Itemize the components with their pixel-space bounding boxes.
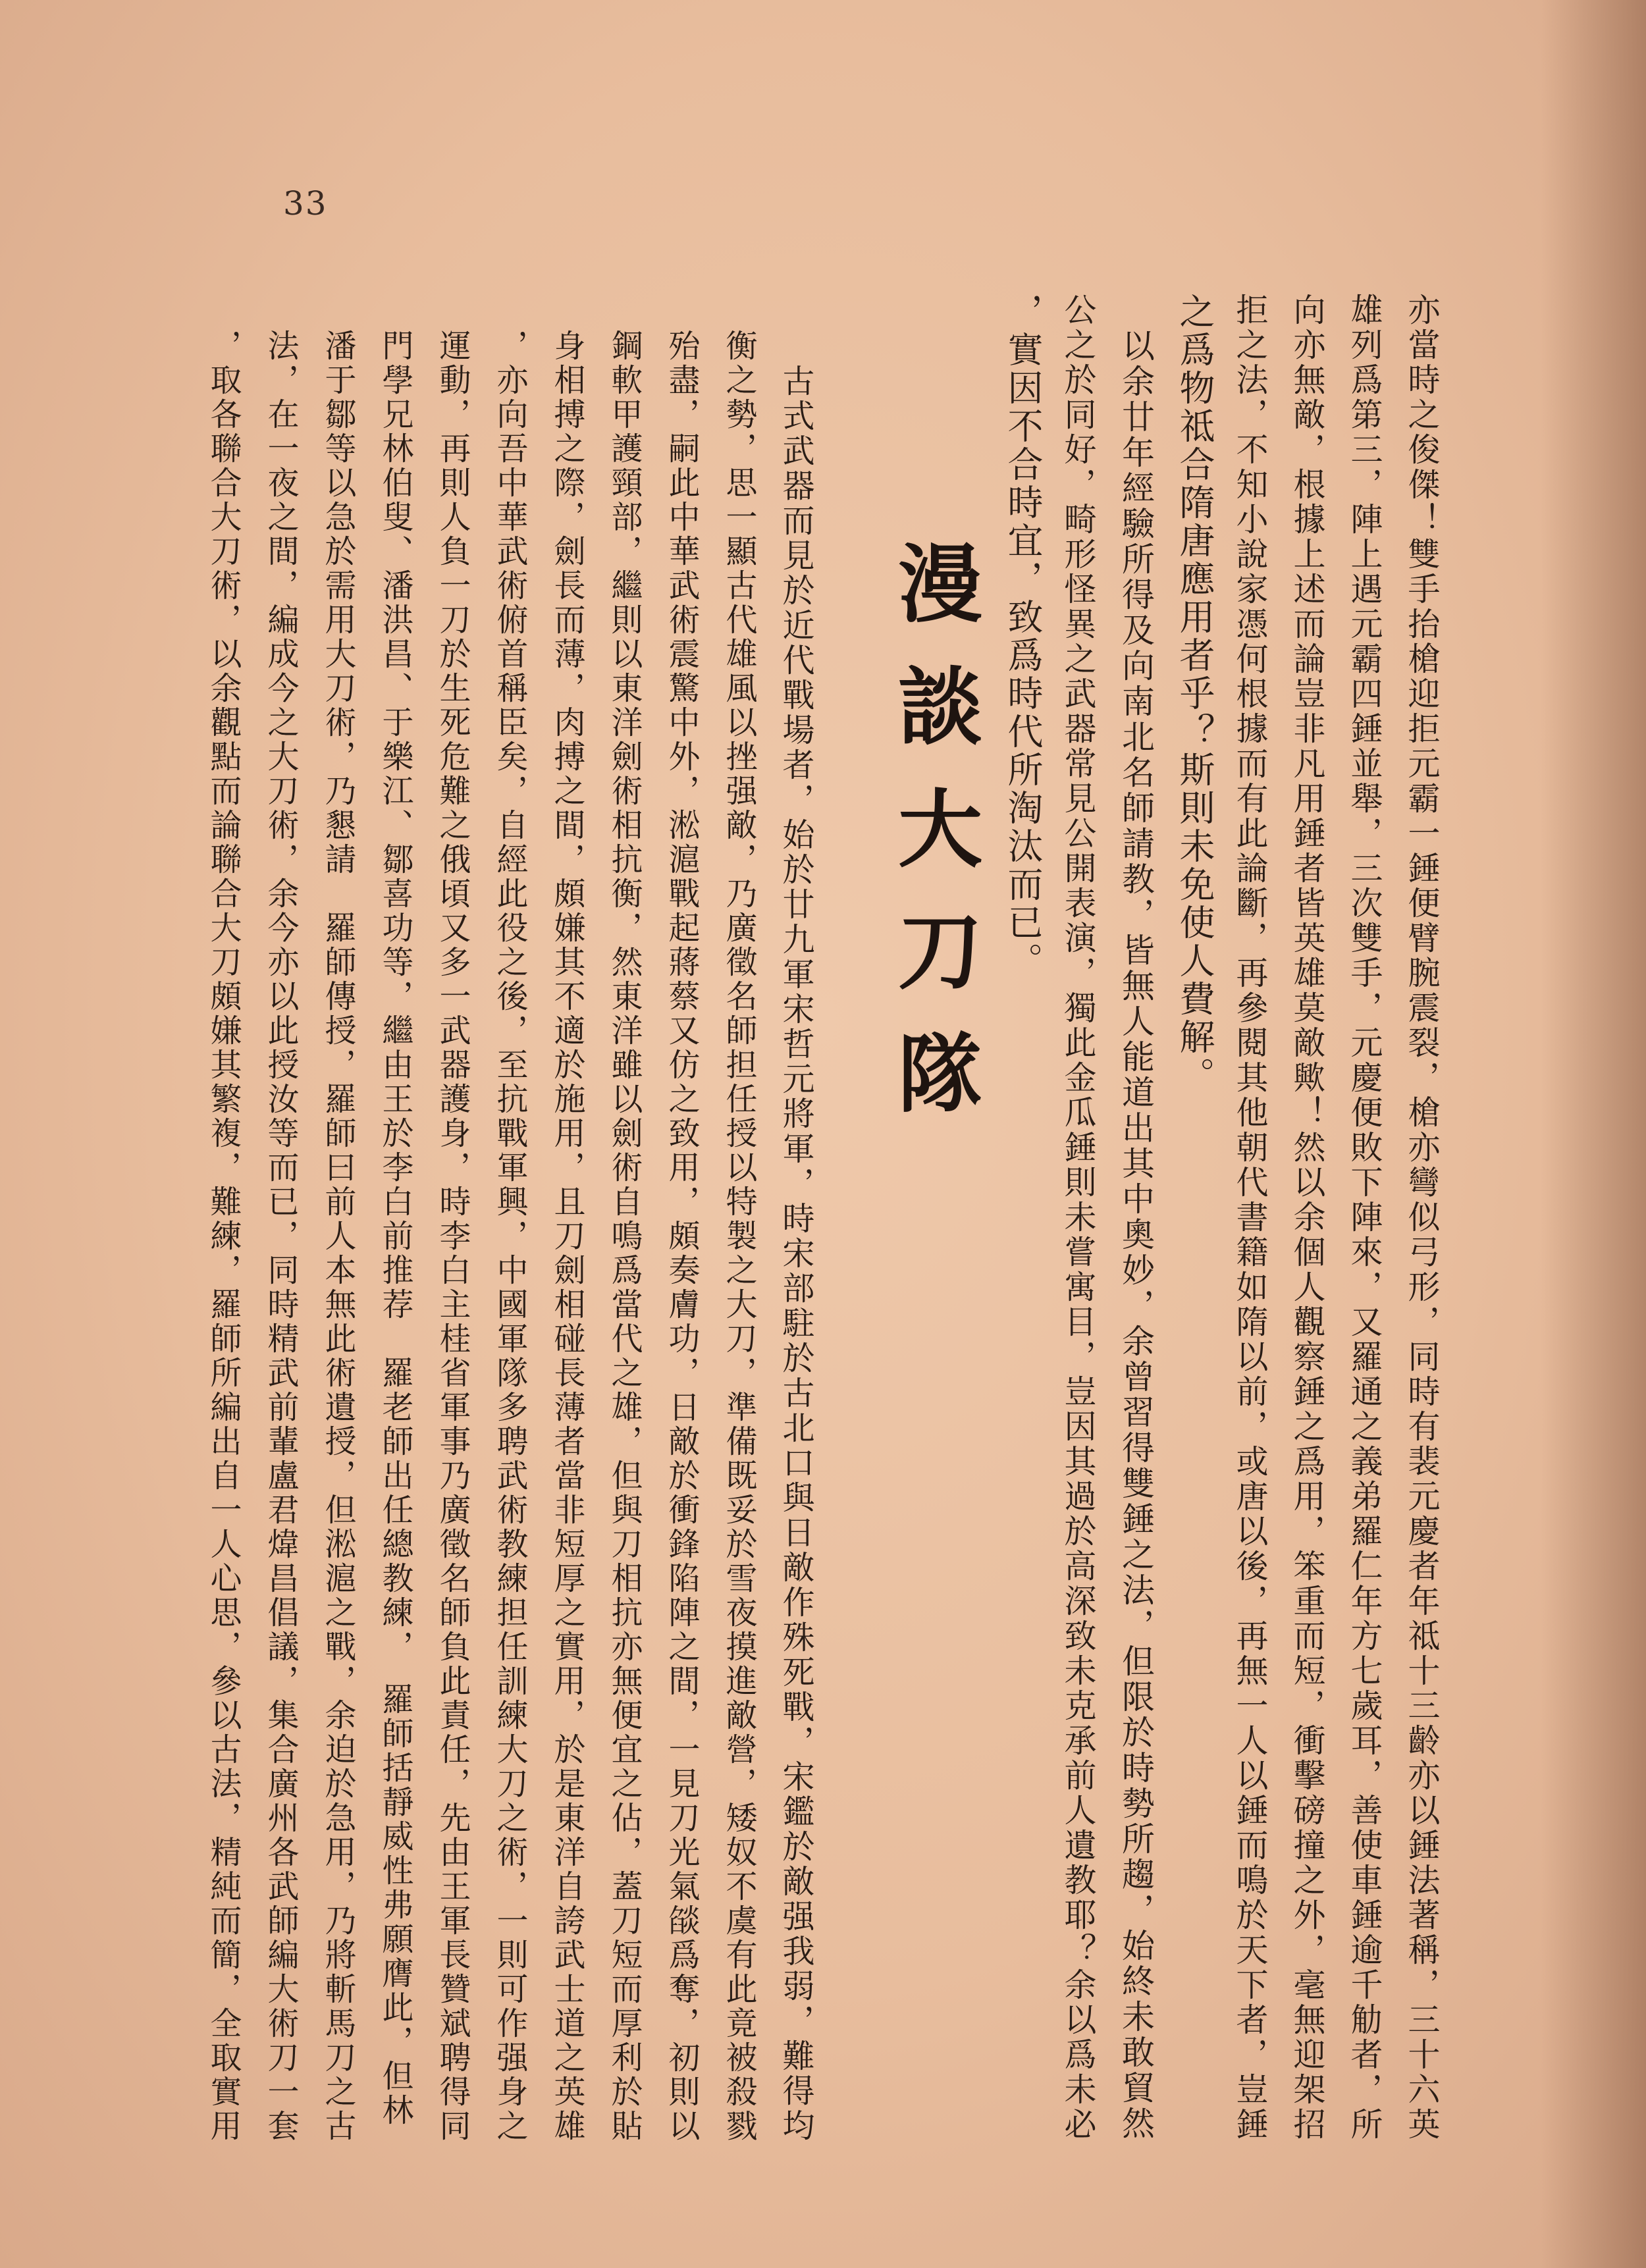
article-text-column: 潘于鄒等以急於需用大刀術，乃懇請 羅師傳授，羅師曰前人本無此術遺授，但淞滬之戰，余迫於急用，乃將斬馬刀之古 <box>319 329 356 2144</box>
preceding-text-column: 之爲物祗合隋唐應用者乎？斯則未免使人費解。 <box>1174 293 1215 1095</box>
preceding-text-column: 向亦無敵，根據上述而論豈非凡用錘者皆英雄莫敵歟！然以余個人觀察錘之爲用，笨重而短，衝擊磅撞之外，毫無迎架招 <box>1288 293 1326 2142</box>
page-number: 33 <box>283 184 328 223</box>
article-text-column: 鋼軟甲護頸部，繼則以東洋劍術相抗衡，然東洋雖以劍術自鳴爲當代之雄，但與刀相抗亦無便宜之佔，蓋刀短而厚利於貼 <box>606 329 643 2144</box>
preceding-text-column: 亦當時之俊傑！雙手抬槍迎拒元霸一錘便臂腕震裂，槍亦彎似弓形，同時有裴元慶者年祗十三齡亦以錘法著稱，三十六英 <box>1403 293 1441 2142</box>
article-text-column: ，亦向吾中華武術俯首稱臣矣，自經此役之後，至抗戰軍興，中國軍隊多聘武術教練担任訓練大刀之術，一則可作强身之 <box>491 329 528 2144</box>
article-text-column: 門學兄林伯叟、潘洪昌、于樂江、鄒喜功等，繼由王於李白前推荐 羅老師出任總教練， 羅師括靜威性弗願膺此，但林 <box>377 329 413 2128</box>
preceding-text-column: 以余廿年經驗所得及向南北名師請教，皆無人能道出其中奧妙，余曾習得雙錘之法，但限於時勢所趨，始終未敢貿然 <box>1117 293 1155 2142</box>
preceding-text-column: ，實因不合時宜，致爲時代所淘汰而已。 <box>1002 293 1044 980</box>
spine-shadow <box>1541 0 1646 2268</box>
preceding-text-column: 雄列爲第三，陣上遇元霸四錘並舉，三次雙手，元慶便敗下陣來，又羅通之義弟羅仁年方七歲耳，善使車錘逾千觔者，所 <box>1346 293 1383 2142</box>
preceding-text-column: 公之於同好，畸形怪異之武器常見公開表演，獨此金瓜錘則未嘗寓目，豈因其過於高深致未克承前人遺教耶？余以爲未必 <box>1059 293 1097 2142</box>
article-text-column: 運動，再則人負一刀於生死危難之俄頃又多一武器護身，時李白主桂省軍事乃廣徵名師負此責任，先由王軍長贊斌聘得同 <box>434 329 471 2144</box>
article-text-column: 衡之勢，思一顯古代雄風以挫强敵，乃廣徵名師担任授以特製之大刀，準備既妥於雪夜摸進敵營，矮奴不虞有此竟被殺戮 <box>720 329 757 2144</box>
article-text-column: 古式武器而見於近代戰場者，始於廿九軍宋哲元將軍，時宋部駐於古北口與日敵作殊死戰，宋鑑於敵强我弱，難得均 <box>778 329 815 2144</box>
article-text-column: 身相搏之際，劍長而薄，肉搏之間，頗嫌其不適於施用，且刀劍相碰長薄者當非短厚之實用，於是東洋自誇武士道之英雄 <box>548 329 585 2144</box>
preceding-text-column: 拒之法，不知小說家憑何根據而有此論斷，再參閱其他朝代書籍如隋以前，或唐以後，再無一人以錘而鳴於天下者，豈錘 <box>1231 293 1269 2142</box>
article-title: 漫談大刀隊 <box>884 540 982 1152</box>
article-text-column: 殆盡，嗣此中華武術震驚中外，淞滬戰起蔣蔡又仿之致用，頗奏膚功，日敵於衝鋒陷陣之間，一見刀光氣燄爲奪，初則以 <box>663 329 700 2144</box>
article-text-column: ，取各聯合大刀術，以余觀點而論聯合大刀頗嫌其繁複，難練，羅師所編出自一人心思，參以古法，精純而簡，全取實用 <box>205 329 242 2144</box>
article-text-column: 法，在一夜之間，編成今之大刀術，余今亦以此授汝等而已，同時精武前輩盧君煒昌倡議，集合廣州各武師編大術刀一套 <box>262 329 299 2144</box>
